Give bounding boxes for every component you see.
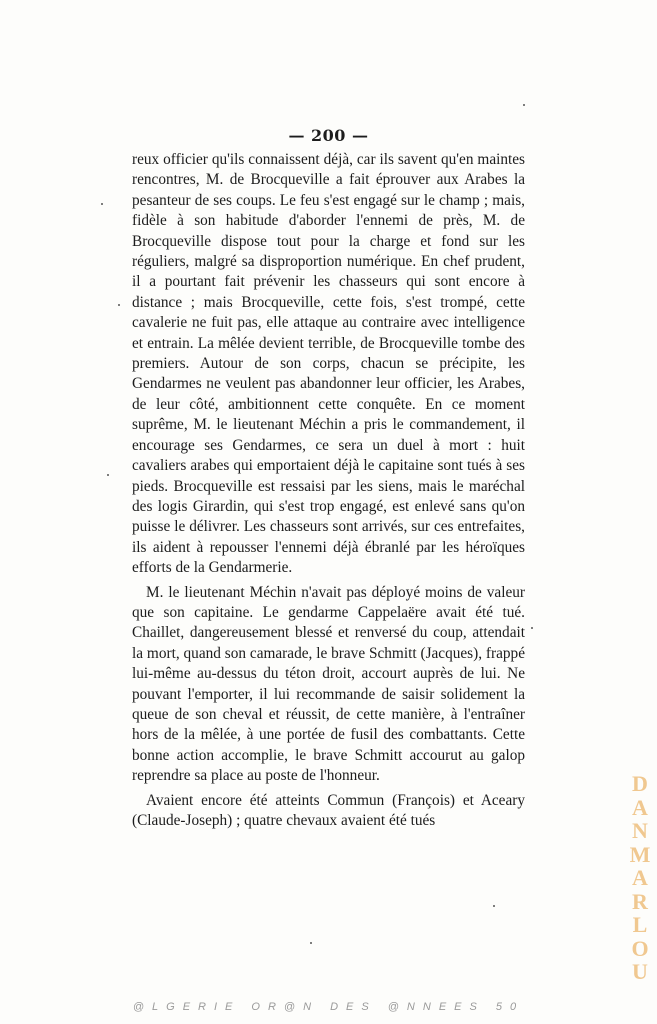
paper-speck — [107, 474, 109, 476]
body-text — [132, 150, 525, 831]
side-watermark: DANMARLOU — [629, 771, 651, 984]
bottom-watermark: @LGERIE OR@N DES @NNEES 50 — [132, 1001, 525, 1013]
paragraph-2: M. le lieutenant Méchin n'avait pas déployé moins de valeur que son capitaine. Le gendarme Cappelaëre avait été tué. Chaillet, dangereusement blessé et renversé du coup, attendait la mort, quand son camarade, le brave Schmitt (Jacques), frappé lui-même au-dessus du téton droit, accourt auprès de lui. Ne pouvant l'emporter, il lui recommande de saisir solidement la queue de son cheval et réussit, de cette manière, à l'entraîner hors de la mêlée, à une portée de fusil des combattants. Cette bonne action accomplie, le brave Schmitt accourut au galop reprendre sa place au poste de l'honneur. — [132, 583, 525, 785]
paper-speck — [118, 304, 120, 306]
page-number: — 200 — — [288, 126, 369, 145]
paragraph-3: Avaient encore été atteints Commun (François) et Aceary (Claude-Joseph) ; quatre chevaux avaient été tués — [132, 791, 525, 829]
paper-speck — [523, 104, 525, 106]
paper-speck — [493, 905, 495, 907]
paper-speck — [310, 942, 312, 944]
paragraph-1: reux officier qu'ils connaissent déjà, car ils savent qu'en maintes rencontres, M. de Brocqueville a fait éprouver aux Arabes la pesanteur de ses coups. Le feu s'est engagé sur le champ ; mais, fidèle à son habitude d'aborder l'ennemi de près, M. de Brocqueville dispose tout pour la charge et fond sur les réguliers, malgré sa disproportion numérique. En chef prudent, il a pourtant fait prévenir les chasseurs qui sont encore à distance ; mais Brocqueville, cette fois, s'est trompé, cette cavalerie ne fuit pas, elle attaque au contraire avec intelligence et entrain. La mêlée devient terrible, de Brocqueville tombe des premiers. Autour de son corps, chacun se précipite, les Gendarmes ne veulent pas abandonner leur officier, les Arabes, de leur côté, ambitionnent cette conquête. En ce moment suprême, M. le lieutenant Méchin a pris le commandement, il encourage ses Gendarmes, ce sera un duel à mort : huit cavaliers arabes qui emportaient déjà le capitaine sont tués à ses pieds. Brocqueville est ressaisi par les siens, mais le maréchal des logis Girardin, qui s'est trop engagé, est enlevé sans qu'on puisse le délivrer. Les chasseurs sont arrivés, sur ces entrefaites, ils aident à repousser l'ennemi déjà ébranlé par les héroïques efforts de la Gendarmerie. — [132, 151, 525, 577]
paper-speck — [531, 627, 533, 629]
paper-speck — [101, 203, 103, 205]
